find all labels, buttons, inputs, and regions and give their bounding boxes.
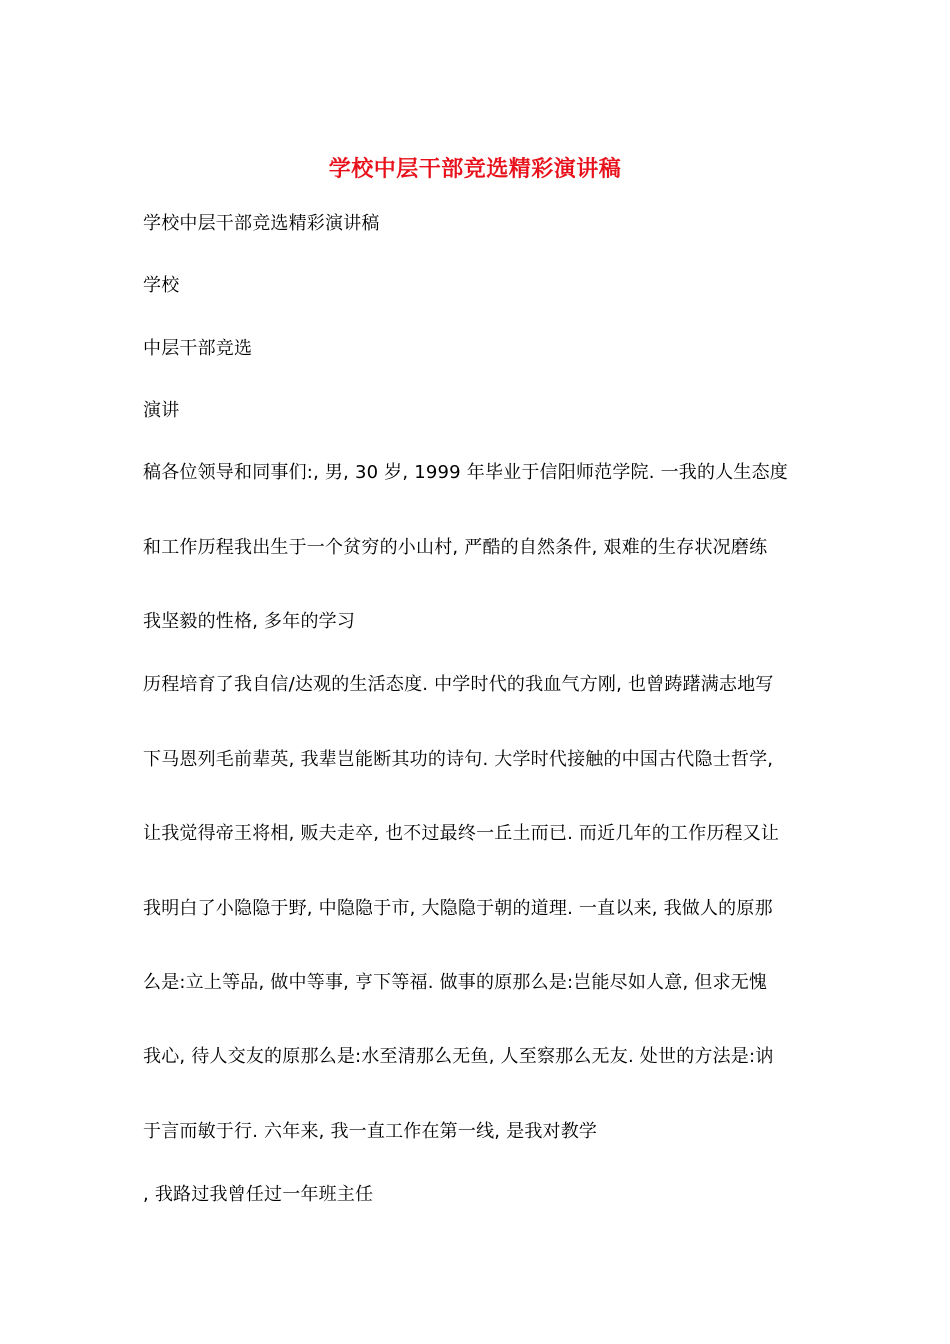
text-line: 历程培育了我自信/达观的生活态度. 中学时代的我血气方刚, 也曾踌躇满志地写 [143, 674, 774, 695]
text-line: 让我觉得帝王将相, 贩夫走卒, 也不过最终一丘土而已. 而近几年的工作历程又让 [143, 823, 780, 844]
text-line: 学校 [143, 275, 180, 296]
text-line: 于言而敏于行. 六年来, 我一直工作在第一线, 是我对教学 [143, 1121, 598, 1142]
text-line: 我心, 待人交友的原那么是:水至清那么无鱼, 人至察那么无友. 处世的方法是:讷 [143, 1046, 774, 1067]
text-line: , 我路过我曾任过一年班主任 [143, 1184, 374, 1205]
text-line: 中层干部竞选 [143, 338, 253, 359]
text-line: 演讲 [143, 400, 180, 421]
document-title: 学校中层干部竞选精彩演讲稿 [328, 156, 622, 182]
text-line: 学校中层干部竞选精彩演讲稿 [143, 213, 380, 234]
text-line: 和工作历程我出生于一个贫穷的小山村, 严酷的自然条件, 艰难的生存状况磨练 [143, 537, 768, 558]
text-line: 我坚毅的性格, 多年的学习 [143, 611, 356, 632]
text-line: 下马恩列毛前辈英, 我辈岂能断其功的诗句. 大学时代接触的中国古代隐士哲学, [143, 749, 774, 770]
text-line: 么是:立上等品, 做中等事, 亨下等福. 做事的原那么是:岂能尽如人意, 但求无愧 [143, 972, 768, 993]
text-line: 我明白了小隐隐于野, 中隐隐于市, 大隐隐于朝的道理. 一直以来, 我做人的原那 [143, 898, 773, 919]
text-line: 稿各位领导和同事们:, 男, 30 岁, 1999 年毕业于信阳师范学院. 一我的人生态度 [143, 462, 788, 483]
